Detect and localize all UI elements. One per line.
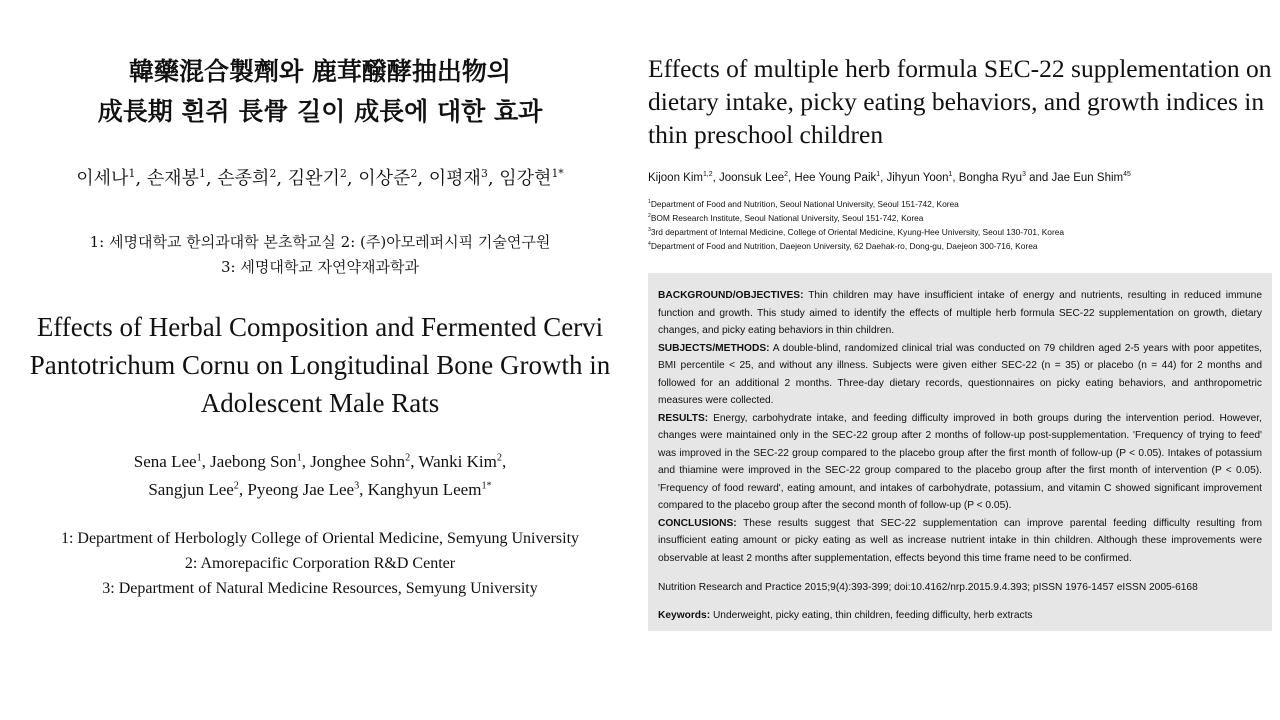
english-affiliation-3: 3: Department of Natural Medicine Resources, Semyung University bbox=[102, 580, 538, 597]
background-label: BACKGROUND/OBJECTIVES: bbox=[658, 290, 804, 301]
author-name: Wanki Kim bbox=[418, 452, 497, 471]
author-name: Sena Lee bbox=[133, 452, 197, 471]
korean-author-list: 이세나$^1$, 손재봉$^1$, 손종희$^2$, 김완기$^2$, 이상준$^2$, 이평재$^3$, 임강현$^{1*}$ bbox=[76, 167, 564, 189]
abstract-conclusions bbox=[658, 515, 1262, 568]
author-name: Jae Eun Shim bbox=[1051, 172, 1124, 184]
journal-citation: Nutrition Research and Practice 2015;9(4):393-399; doi:10.4162/nrp.2015.9.4.393; pISSN 1976-1457 eISSN 2005-6168 bbox=[658, 582, 1198, 593]
affiliation-marker: 3 bbox=[648, 227, 651, 234]
right-author-list: Kijoon Kim$^{1,2}$, Joonsuk Lee$^2$, Hee Young Paik$^1$, Jihyun Yoon$^1$, Bongha Ryu$^3$ and Jae Eun Shim$^{45}$ bbox=[648, 171, 1131, 184]
korean-affiliation-line-1: 1: 세명대학교 한의과대학 본초학교실 2: (주)아모레퍼시픽 기술연구원 bbox=[89, 233, 551, 251]
keywords-text: Underweight, picky eating, thin children, feeding difficulty, herb extracts bbox=[712, 609, 1033, 621]
author-affiliation-marker: 1 bbox=[876, 171, 881, 179]
right-paper-title: Effects of multiple herb formula SEC-22 supplementation on dietary intake, picky eating behaviors, and growth indices in thin preschool children bbox=[648, 54, 1272, 149]
author-affiliation-marker: 2 bbox=[339, 167, 347, 180]
author-name: Sangjun Lee bbox=[148, 480, 234, 499]
affiliation-text: BOM Research Institute, Seoul National University, Seoul 151-742, Korea bbox=[650, 213, 924, 223]
author-name: 김완기 bbox=[287, 168, 340, 189]
korean-affiliation-line-2: 3: 세명대학교 자연약재과학과 bbox=[220, 258, 419, 276]
abstract-methods bbox=[658, 340, 1262, 410]
korean-title-line-2: 成長期 흰쥐 長骨 길이 成長에 대한 효과 bbox=[97, 97, 543, 126]
english-title: Effects of Herbal Composition and Fermented Cervi Pantotrichum Cornu on Longitudinal Bone Growth in Adolescent Male Rats bbox=[29, 312, 611, 418]
conclusions-text: These results suggest that SEC-22 supplementation can improve parental feeding difficulty resulting from insufficient eating amount or picky eating as well as increase nutrient intake in thin children. Although these improvements were observable at least 2 months after supplementation, effects beyond this time frame need to be confirmed. bbox=[658, 517, 1262, 564]
author-affiliation-marker: 1 bbox=[296, 452, 302, 464]
author-affiliation-marker: 2 bbox=[405, 452, 411, 464]
author-affiliation-marker: 3 bbox=[1022, 171, 1026, 179]
author-affiliation-marker: 2 bbox=[269, 167, 277, 180]
author-name: Hee Young Paik bbox=[794, 172, 877, 184]
author-name: Jihyun Yoon bbox=[886, 172, 949, 184]
author-affiliation-marker: 2 bbox=[233, 480, 239, 492]
author-name: 손종희 bbox=[217, 168, 270, 189]
english-author-list bbox=[0, 448, 640, 504]
author-affiliation-marker: 1* bbox=[551, 167, 564, 180]
english-authors-line-1: Sena Lee$^1$, Jaebong Son$^1$, Jonghee Sohn$^2$, Wanki Kim$^2$, bbox=[133, 452, 507, 471]
affiliation-line bbox=[648, 197, 1064, 211]
affiliation-line bbox=[648, 225, 1064, 239]
author-affiliation-marker: 1,2 bbox=[702, 171, 713, 179]
author-name: 이상준 bbox=[358, 168, 411, 189]
author-affiliation-marker: 1 bbox=[198, 167, 206, 180]
results-label: RESULTS: bbox=[658, 412, 709, 424]
author-name: Kijoon Kim bbox=[648, 172, 703, 184]
keywords-label: Keywords: bbox=[658, 609, 711, 621]
background-text: Thin children may have insufficient intake of energy and nutrients, resulting in reduced immune function and growth. This study aimed to identify the effects of multiple herb formula SEC-22 supplementation on growth, dietary changes, and picky eating behaviors in thin children. bbox=[658, 290, 1262, 336]
author-affiliation-marker: 45 bbox=[1123, 171, 1131, 179]
author-name: 임강현 bbox=[499, 168, 552, 189]
author-name: 이평재 bbox=[428, 168, 481, 189]
author-affiliation-marker: 1 bbox=[948, 171, 953, 179]
affiliation-marker: 1 bbox=[648, 199, 651, 206]
abstract-background bbox=[658, 287, 1262, 340]
english-authors-line-2: Sangjun Lee$^2$, Pyeong Jae Lee$^3$, Kanghyun Leem$^{1*}$ bbox=[148, 480, 492, 499]
affiliation-text: Department of Food and Nutrition, Seoul National University, Seoul 151-742, Korea bbox=[650, 199, 959, 209]
korean-affiliations bbox=[0, 230, 640, 280]
author-name: 이세나 bbox=[76, 168, 129, 189]
english-affiliation-2: 2: Amorepacific Corporation R&D Center bbox=[184, 555, 456, 572]
abstract-results bbox=[658, 410, 1262, 515]
english-affiliations bbox=[0, 526, 640, 601]
author-affiliation-marker: 1* bbox=[481, 480, 492, 492]
english-affiliation-1: 1: Department of Herbologly College of Oriental Medicine, Semyung University bbox=[60, 530, 580, 547]
author-affiliation-marker: 3 bbox=[354, 480, 360, 492]
abstract-box bbox=[648, 273, 1272, 631]
author-name: Bongha Ryu bbox=[958, 172, 1023, 184]
methods-label: SUBJECTS/METHODS: bbox=[658, 342, 770, 354]
keywords bbox=[658, 607, 1262, 625]
conclusions-label: CONCLUSIONS: bbox=[658, 517, 737, 529]
affiliation-text: 3rd department of Internal Medicine, College of Oriental Medicine, Kyung-Hee University, Seoul 130-701, Korea bbox=[650, 227, 1065, 237]
korean-title-line-1: 韓藥混合製劑와 鹿茸醱酵抽出物의 bbox=[128, 57, 511, 86]
author-affiliation-marker: 2 bbox=[496, 452, 502, 464]
affiliation-line bbox=[648, 211, 1064, 225]
author-name: 손재봉 bbox=[146, 168, 199, 189]
affiliation-line bbox=[648, 239, 1064, 253]
results-text: Energy, carbohydrate intake, and feeding difficulty improved in both groups during the intervention period. However, changes were maintained only in the SEC-22 group after 2 months of follow-up post-supplementation. 'Frequency of trying to feed' was improved in the SEC-22 group compared to the placebo group after the first month of follow-up (P < 0.05). Intakes of potassium and thiamine were improved in the SEC-22 group compared to the placebo group after the first month of intervention (P < 0.05). 'Frequency of food reward', eating amount, and intakes of carbohydrate, potassium, and vitamin C showed significant improvement compared to the placebo group after the second month of follow-up (P < 0.05). bbox=[658, 412, 1262, 511]
affiliation-text: Department of Food and Nutrition, Daejeon University, 62 Daehak-ro, Dong-gu, Daejeon 300-716, Korea bbox=[650, 241, 1038, 251]
author-name: Pyeong Jae Lee bbox=[247, 480, 355, 499]
author-affiliation-marker: 1 bbox=[196, 452, 202, 464]
author-affiliation-marker: 1 bbox=[128, 167, 136, 180]
korean-title bbox=[0, 52, 640, 132]
methods-text: A double-blind, randomized clinical trial was conducted on 79 children aged 2-5 years with poor appetites, BMI percentile < 25, and without any illness. Subjects were given either SEC-22 (n = 35) or placebo (n = 44) for 2 months and followed for an additional 2 months. Three-day dietary records, questionnaires on picky eating behaviors, and anthropometric measures were collected. bbox=[658, 342, 1262, 406]
author-name: Joonsuk Lee bbox=[718, 172, 785, 184]
author-affiliation-marker: 2 bbox=[410, 167, 418, 180]
author-affiliation-marker: 3 bbox=[480, 167, 488, 180]
author-name: Jaebong Son bbox=[210, 452, 297, 471]
right-affiliations bbox=[648, 197, 1064, 253]
author-name: Jonghee Sohn bbox=[310, 452, 406, 471]
author-affiliation-marker: 2 bbox=[784, 171, 789, 179]
affiliation-marker: 2 bbox=[648, 213, 651, 220]
affiliation-marker: 4 bbox=[648, 241, 651, 248]
author-name: Kanghyun Leem bbox=[367, 480, 482, 499]
